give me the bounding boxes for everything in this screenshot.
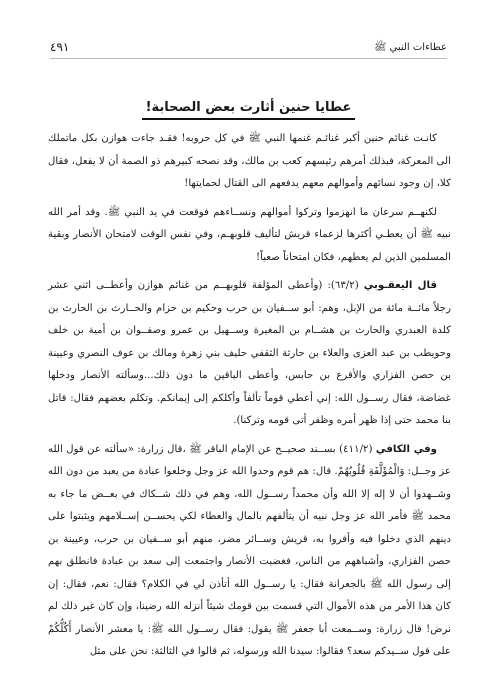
paragraph-text: كانـت غنائم حنين أكبر غنائـم غنمها النبي ﷺ في كل حروبه! فقـد جاءت هوازن بكل ماتملك الى المعركة، فبذلك أمرهم رئيسهم كعب بن مالك، وقد نصحه كبيرهم ذو الصمة أن لا يفعل، فقال كلا، إن وجود نسائهم وأموالهم معهم يدفعهم الى القتال لحمايتها! [48, 133, 451, 189]
paragraph [48, 202, 451, 270]
section-title [0, 100, 497, 120]
paragraph-lead: قال اليعقـوبي [363, 280, 437, 291]
page-header [50, 40, 447, 59]
section-title-text: عطايا حنين أثارت بعض الصحابة! [142, 100, 356, 120]
paragraph [48, 439, 451, 664]
paragraph-text: (٤١١/٢) بســند صحيــح عن الإمام الباقر ﷺ ،قال زرارة: «سألته عن قول الله عز وجــل: وَالْمُؤَلَّفَةِ قُلُوبُهُمْ. قال: هم قوم وحدوا الله عز وجل وخلعوا عبادة من يعبد من دون الله وشــهدوا أن لا إله إلا الله وأن محمداً رســول الله، وهم في ذلك شــكاك في بعــض ما جاء به محمد ﷺ فأمر الله عز وجل نبيه أن يتألفهم بالمال والعطاء لكي يحســن إســلامهم ويثبتوا على دينهم الذي دخلوا فيه وأقروا به، قريش وســائر مضر، منهم أبو ســفيان بن حرب، وعيينة بن حصن الفزاري، وأشباههم من الناس، فغضبت الأنصار واجتمعت إلى سعد بن عبادة فانطلق بهم إلى رسول الله ﷺ بالجعرانة فقال: يا رســول الله أتأذن لي في الكلام؟ فقال: نعم، فقال: إن كان هذا الأمر من هذه الأموال التي قسمت بين قومك شيئاً أنزله الله رضينا، وإن كان غير ذلك لم نرض! قال زرارة: وســمعت أبا جعفر ﷺ يقول: فقال رســول الله ﷺ: يا معشر الأنصار أَكُلُّكُمْ على قول ســيدكم سعد؟ فقالوا: سيدنا الله ورسوله، ثم قالوا في الثالثة: نحن على مثل [47, 443, 451, 657]
paragraph-text: لكنهــم سرعان ما انهزموا وتركوا أموالهم ونســاءهم فوقعت في يد النبي ﷺ. وقد أمر الله نبيه ﷺ أن يعطـي أكثرها لزعماء قريش لتأليف قلوبهـم، وفي نفس الوقت لامتحان الأنصار وبقية المسلمين الذين لم يعطهم، فكان امتحاناً صعباً! [48, 206, 451, 263]
paragraph [48, 128, 451, 196]
paragraph-lead: وفي الكافي [375, 443, 438, 455]
page-body [48, 128, 451, 670]
paragraph-text: (٦٣/٢): (وأعطى المؤلفة قلوبهــم من غنائم هوازن وأعطــى اثني عشر رجلاً مائــة مائة من الإبل، وهم: أبو ســفيان بن حرب وحكيم بن حزام والحــارث بن الحارث بن كلدة العبدري والحارث بن هشــام بن المغيرة وســهيل بن عمرو وصفــوان بن أمية بن خلف وحويطب بن عبد العزى والعلاء بن حارثة الثقفي حليف بني زهرة ومالك بن عوف النصري وعيينة بن حصن الفزاري والأقرع بن حابس، وأعطى الباقين ما دون ذلك...وسألته الأنصار ودخلها غضاضة، فقال رســول الله: إني أعطي قوماً تألفاً وأكلكم إلى إيمانكم. وتكلم بعضهم فقال: قاتل بنا محمد حتى إذا ظهر أمره وظفر أتى قومه وتركنا). [48, 280, 451, 426]
paragraph [48, 275, 451, 433]
running-title: عطاءات النبي ﷺ [374, 42, 447, 53]
page-number: ٤٩١ [50, 40, 70, 54]
